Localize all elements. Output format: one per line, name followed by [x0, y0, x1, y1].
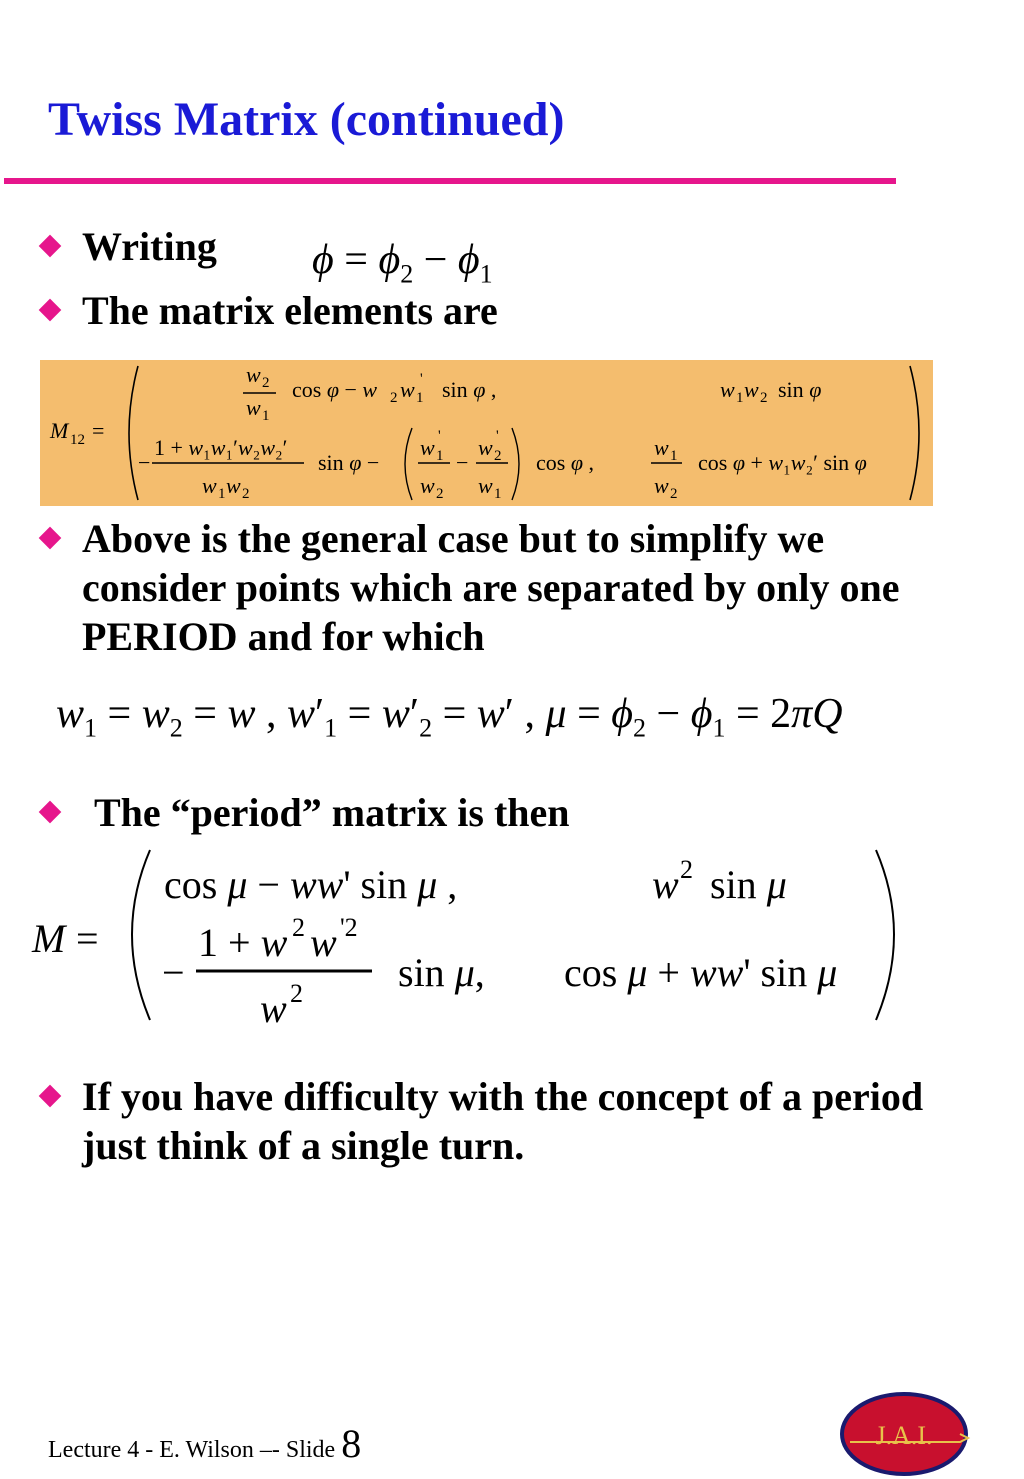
svg-text:2: 2: [760, 390, 768, 406]
svg-text:w: w: [478, 473, 493, 498]
svg-text:w: w: [654, 473, 669, 498]
svg-text:w: w: [400, 377, 415, 402]
svg-text:−: −: [456, 450, 469, 475]
general-matrix-equation: [40, 360, 933, 506]
svg-text:2: 2: [680, 855, 693, 884]
svg-text:J.A.I.: J.A.I.: [875, 1421, 933, 1450]
svg-text:2: 2: [494, 448, 502, 464]
svg-text:w: w: [652, 862, 679, 907]
slide-number: 8: [341, 1421, 362, 1466]
svg-text:w: w: [226, 473, 241, 498]
period-condition-equation: $w_1 = w_2 = w$ , $w'_1 = w'_2 = w'$ , $\mu = \phi_2 - \phi_1 = 2\pi Q$: [56, 691, 843, 743]
svg-text:w: w: [420, 435, 435, 460]
svg-text:w: w: [720, 377, 735, 402]
slide-footer: [48, 1420, 361, 1467]
svg-text:cos μ − ww' sin μ ,: cos μ − ww' sin μ ,: [164, 862, 458, 907]
title-underline: [4, 178, 896, 184]
phase-definition-equation: $\phi = \phi_2 - \phi_1$: [312, 237, 493, 289]
svg-text:1: 1: [218, 486, 226, 502]
svg-text:'2: '2: [340, 913, 358, 942]
svg-text:cos φ + w₁w₂′ sin φ: cos φ + w₁w₂′ sin φ: [698, 450, 867, 475]
bullet-diamond-icon: [39, 1085, 62, 1108]
svg-text:cos φ − w: cos φ − w: [292, 377, 378, 402]
svg-text:M: M: [32, 916, 66, 961]
svg-text:1 + w₁w₁′w₂w₂′: 1 + w₁w₁′w₂w₂′: [154, 435, 288, 460]
svg-text:w: w: [246, 362, 261, 387]
slide-title: Twiss Matrix (continued): [48, 93, 565, 146]
svg-text:w: w: [744, 377, 759, 402]
svg-text:cos μ + ww' sin μ: cos μ + ww' sin μ: [564, 950, 838, 995]
bullet-simplify: [42, 514, 942, 661]
svg-text:1: 1: [494, 486, 502, 502]
bullet-diamond-icon: [39, 527, 62, 550]
svg-text:2: 2: [290, 979, 303, 1008]
bullet-text: Above is the general case but to simplify we consider points which are separated by only one PERIOD and for which: [82, 516, 900, 659]
svg-text:sin μ: sin μ: [710, 862, 787, 907]
svg-text:sin φ −: sin φ −: [318, 450, 380, 475]
bullet-diamond-icon: [39, 235, 62, 258]
svg-text:1: 1: [736, 390, 744, 406]
svg-text:w: w: [246, 395, 261, 420]
bullet-text: The matrix elements are: [82, 288, 498, 333]
bullet-diamond-icon: [39, 299, 62, 322]
bullet-text: The “period” matrix is then: [94, 790, 570, 835]
svg-text:w: w: [202, 473, 217, 498]
period-matrix-equation: [28, 844, 928, 1034]
svg-text:=: =: [92, 418, 105, 443]
svg-text:w: w: [478, 435, 493, 460]
jai-logo-icon: [840, 1392, 972, 1476]
svg-text:': ': [438, 428, 441, 444]
svg-text:=: =: [76, 916, 99, 961]
svg-text:1: 1: [436, 448, 444, 464]
svg-text:2: 2: [670, 486, 678, 502]
svg-text:cos φ ,: cos φ ,: [536, 450, 594, 475]
general-matrix-highlight: [40, 360, 933, 506]
svg-text:1: 1: [262, 408, 270, 424]
svg-text:12: 12: [70, 432, 85, 448]
svg-text:M: M: [50, 418, 69, 443]
svg-text:2: 2: [242, 486, 250, 502]
svg-text:w: w: [654, 435, 669, 460]
svg-text:2: 2: [262, 375, 270, 391]
svg-text:1: 1: [416, 390, 424, 406]
bullet-writing: [42, 222, 217, 271]
svg-text:1: 1: [670, 448, 678, 464]
svg-text:sin φ: sin φ: [778, 377, 822, 402]
bullet-matrix-elements: [42, 286, 498, 335]
svg-text:w: w: [420, 473, 435, 498]
svg-text:w: w: [260, 986, 287, 1031]
bullet-period-matrix: [42, 788, 570, 837]
svg-text:−: −: [162, 950, 185, 995]
bullet-text: Writing: [82, 224, 217, 269]
svg-text:sin μ,: sin μ,: [398, 950, 485, 995]
svg-text:2: 2: [436, 486, 444, 502]
svg-text:sin φ ,: sin φ ,: [442, 377, 497, 402]
svg-text:2: 2: [292, 913, 305, 942]
svg-text:': ': [496, 428, 499, 444]
footer-text: Lecture 4 - E. Wilson –- Slide: [48, 1437, 336, 1463]
svg-text:': ': [420, 371, 423, 387]
bullet-diamond-icon: [39, 801, 62, 824]
svg-text:1 + w: 1 + w: [198, 920, 288, 965]
svg-text:−: −: [138, 450, 151, 475]
svg-text:2: 2: [390, 390, 398, 406]
svg-text:w: w: [310, 920, 337, 965]
bullet-single-turn: [42, 1072, 942, 1170]
bullet-text: If you have difficulty with the concept of a period just think of a single turn.: [82, 1074, 924, 1168]
